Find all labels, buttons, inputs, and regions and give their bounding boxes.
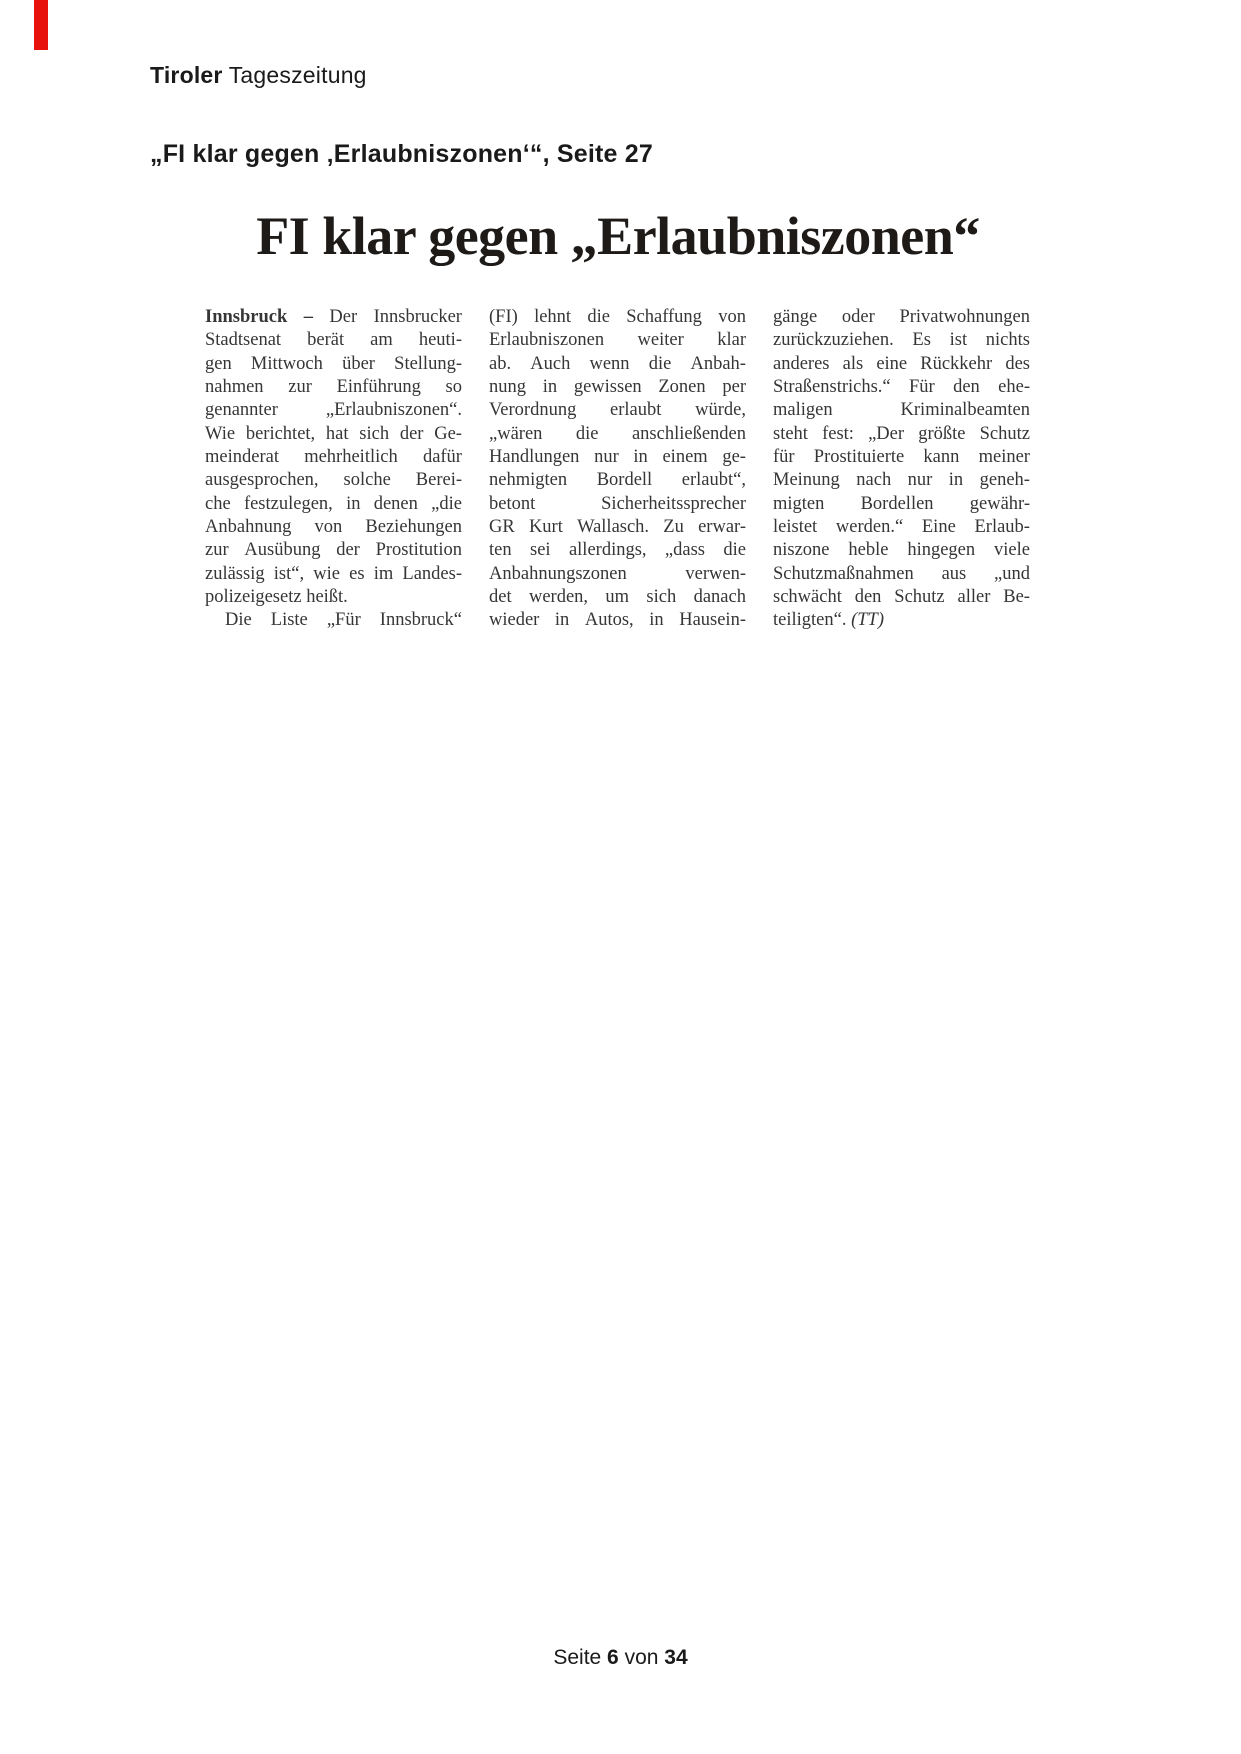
newspaper-name-bold: Tiroler: [150, 62, 223, 88]
article-line: ten sei allerdings, „dass die: [489, 540, 746, 561]
article-line: Anbahnungszonen verwen-: [489, 563, 746, 584]
article-line: Innsbruck – Der Innsbrucker: [205, 307, 462, 327]
newspaper-name: [150, 62, 367, 89]
article-line: che festzulegen, in denen „die: [205, 493, 462, 514]
article-line: Meinung nach nur in geneh-: [773, 470, 1030, 491]
article-line: Wie berichtet, hat sich der Ge-: [205, 423, 462, 444]
article-line: betont Sicherheitssprecher: [489, 493, 746, 514]
clipping-title: „FI klar gegen ‚Erlaubniszonen‘“, Seite 27: [150, 140, 653, 168]
page-footer-text: Seite 6 von 34: [553, 1646, 688, 1669]
article-line: Straßenstrichs.“ Für den ehe-: [773, 377, 1030, 398]
article-line: schwächt den Schutz aller Be-: [773, 587, 1030, 608]
article-line: GR Kurt Wallasch. Zu erwar-: [489, 517, 746, 538]
article-line: nahmen zur Einführung so: [205, 377, 462, 398]
article-columns: [205, 306, 1031, 633]
article-line: anderes als eine Rückkehr des: [773, 353, 1030, 374]
article-line: leistet werden.“ Eine Erlaub-: [773, 517, 1030, 538]
article-column-1: [205, 306, 462, 633]
article-line: „wären die anschließenden: [489, 423, 746, 444]
article-line: teiligten“. (TT): [773, 610, 884, 631]
article-line: steht fest: „Der größte Schutz: [773, 423, 1030, 444]
article-line: Handlungen nur in einem ge-: [489, 447, 746, 468]
article-line: zulässig ist“, wie es im Landes-: [205, 563, 462, 584]
article-line: ab. Auch wenn die Anbah-: [489, 353, 746, 374]
article-line: polizeigesetz heißt.: [205, 587, 348, 608]
article-line: niszone heble hingegen viele: [773, 540, 1030, 561]
article-line: migten Bordellen gewähr-: [773, 493, 1030, 514]
article-line: Erlaubniszonen weiter klar: [489, 330, 746, 351]
article-line: Verordnung erlaubt würde,: [489, 400, 746, 421]
article-line: für Prostituierte kann meiner: [773, 447, 1030, 468]
article-line: maligen Kriminalbeamten: [773, 400, 1030, 421]
article-line: Anbahnung von Beziehungen: [205, 517, 462, 538]
article-line: gen Mittwoch über Stellung-: [205, 353, 462, 374]
article-line: gänge oder Privatwohnungen: [773, 307, 1030, 327]
newspaper-name-rest: Tageszeitung: [222, 62, 367, 88]
article-column-2: [489, 306, 746, 633]
article-column-3: [773, 306, 1030, 633]
article-line: Die Liste „Für Innsbruck“: [225, 610, 462, 631]
article-line: ausgesprochen, solche Berei-: [205, 470, 462, 491]
article-line: zurückzuziehen. Es ist nichts: [773, 330, 1030, 351]
newspaper-article: [205, 206, 1031, 633]
article-line: meinderat mehrheitlich dafür: [205, 447, 462, 468]
article-line: (FI) lehnt die Schaffung von: [489, 307, 746, 327]
article-line: zur Ausübung der Prostitution: [205, 540, 462, 561]
red-marker-bar: [34, 0, 48, 50]
article-headline: FI klar gegen „Erlaubniszonen“: [256, 206, 980, 266]
article-line: det werden, um sich danach: [489, 587, 746, 608]
article-line: genannter „Erlaubniszonen“.: [205, 400, 462, 421]
article-line: nehmigten Bordell erlaubt“,: [489, 470, 746, 491]
page-footer: [0, 1646, 1241, 1670]
article-line: Stadtsenat berät am heuti-: [205, 330, 462, 351]
article-line: wieder in Autos, in Hausein-: [489, 610, 746, 631]
article-line: Schutzmaßnahmen aus „und: [773, 563, 1030, 584]
article-line: nung in gewissen Zonen per: [489, 377, 746, 398]
